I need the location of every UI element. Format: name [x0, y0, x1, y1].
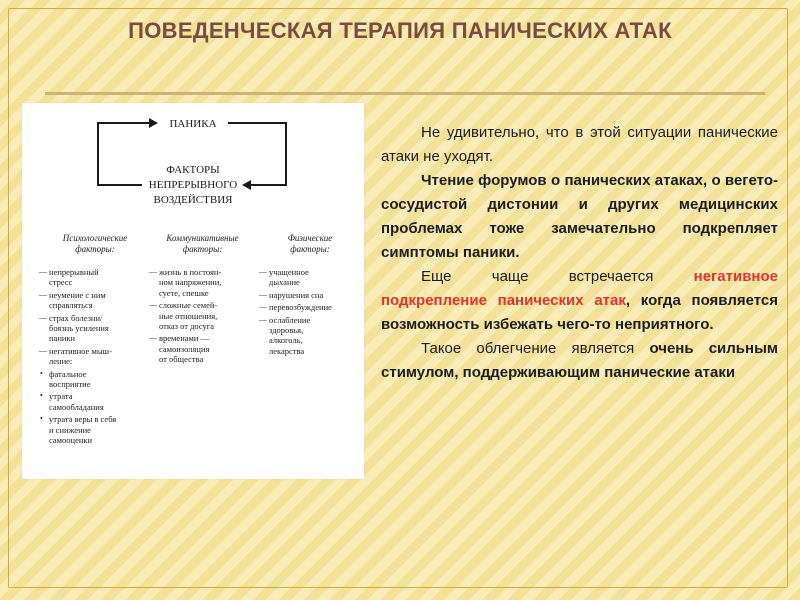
- loop-arrowhead-left: [149, 118, 158, 128]
- communicative-factors-item: — временами — самоизоляция от общества: [150, 333, 255, 364]
- psychological-factors-list: [40, 267, 150, 446]
- paragraph-3-highlight: негативное подкрепление панических атак: [381, 268, 778, 309]
- communicative-factors-item: — жизнь в постоян- ном напряжении, суете, спешке: [150, 267, 255, 298]
- paragraph-3: [381, 265, 778, 337]
- communicative-factors-column: [150, 233, 255, 367]
- psychological-factors-item: • утрата самообладания: [40, 391, 150, 412]
- loop-arrow-left: [98, 123, 152, 185]
- panic-factors-diagram: [22, 103, 364, 479]
- paragraph-2-text: Чтение форумов о панических атаках, о вегето-сосудистой дистонии и других медицинских проблемах тоже замечательно подкрепляет симптомы паники.: [381, 172, 778, 261]
- communicative-factors-heading: Коммуникативные факторы:: [166, 233, 239, 254]
- psychological-factors-item: • утрата веры в себя и снижение самооценки: [40, 414, 150, 445]
- paragraph-1: [381, 121, 778, 169]
- diagram-center-label-3: ВОЗДЕЙСТВИЯ: [153, 194, 233, 206]
- physical-factors-item: — нарушения сна: [260, 290, 360, 300]
- slide-title: ПОВЕДЕНЧЕСКАЯ ТЕРАПИЯ ПАНИЧЕСКИХ АТАК: [128, 18, 672, 43]
- physical-factors-item: — учащенное дыхание: [260, 267, 360, 288]
- psychological-factors-item: — негативное мыш- ление:: [40, 346, 150, 367]
- psychological-factors-item: — неумение с ним справляться: [40, 290, 150, 311]
- diagram-top-label: ПАНИКА: [169, 118, 217, 130]
- paragraph-1-text: Не удивительно, что в этой ситуации панические атаки не уходят.: [381, 124, 778, 165]
- physical-factors-column: [260, 233, 360, 358]
- psychological-factors-column: [40, 233, 150, 448]
- communicative-factors-item: — сложные семей- ные отношения, отказ от досуга: [150, 300, 255, 331]
- paragraph-3-tail: , когда появляется возможность избежать чего-то неприятного.: [381, 292, 778, 333]
- physical-factors-item: — перевозбуждение: [260, 302, 360, 312]
- paragraph-3-lead: Еще чаще встречается: [421, 268, 694, 285]
- loop-arrowhead-right: [242, 180, 251, 190]
- paragraph-4: [381, 337, 778, 385]
- loop-arrow-right: [228, 123, 286, 185]
- title-divider: [45, 92, 765, 95]
- physical-factors-list: [260, 267, 360, 356]
- physical-factors-heading: Физические факторы:: [287, 233, 333, 254]
- paragraph-2: [381, 169, 778, 265]
- psychological-factors-item: — непрерывный стресс: [40, 267, 150, 288]
- paragraph-4-lead: Такое облегчение является: [421, 340, 650, 357]
- diagram-center-label-1: ФАКТОРЫ: [166, 164, 220, 176]
- psychological-factors-item: • фатальное восприятие: [40, 369, 150, 390]
- communicative-factors-list: [150, 267, 255, 365]
- physical-factors-item: — ослабление здоровья, алкоголь, лекарства: [260, 315, 360, 357]
- psychological-factors-heading: Психологические факторы:: [62, 233, 128, 254]
- diagram-center-label-2: НЕПРЕРЫВНОГО: [148, 179, 238, 191]
- body-text: [381, 121, 778, 385]
- psychological-factors-item: — страх болезни/ боязнь усиления паники: [40, 313, 150, 344]
- paragraph-4-emphasis: очень сильным стимулом, поддерживающим панические атаки: [381, 340, 778, 381]
